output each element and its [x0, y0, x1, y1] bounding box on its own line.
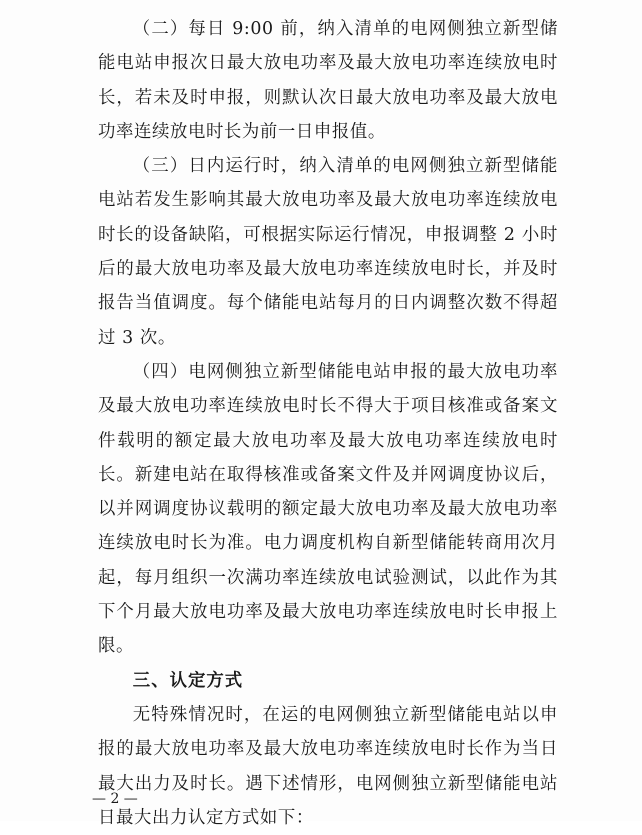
paragraph-item-2: （二）每日 9:00 前，纳入清单的电网侧独立新型储能电站申报次日最大放电功率及最大放电功率连续放电时长，若未及时申报，则默认次日最大放电功率及最大放电功率连续放电时长为前一日申报值。 — [98, 19, 558, 142]
closing-paragraph: 无特殊情况时，在运的电网侧独立新型储能电站以申报的最大放电功率及最大放电功率连续放电时长作为当日最大出力及时长。遇下述情形，电网侧独立新型储能电站日最大出力认定方式如下： — [98, 704, 558, 828]
document-body — [98, 12, 558, 835]
paragraph-item-3: （三）日内运行时，纳入清单的电网侧独立新型储能电站若发生影响其最大放电功率及最大放电功率连续放电时长的设备缺陷，可根据实际运行情况，申报调整 2 小时后的最大放电功率及最大放电功率连续放电时长，并及时报告当值调度。每个储能电站每月的日内调整次数不得超过 3 次。 — [98, 156, 558, 348]
page-number: — 2 — — [92, 791, 138, 807]
paragraph-item-4: （四）电网侧独立新型储能电站申报的最大放电功率及最大放电功率连续放电时长不得大于项目核准或备案文件载明的额定最大放电功率及最大放电功率连续放电时长。新建电站在取得核准或备案文件及并网调度协议后，以并网调度协议载明的额定最大放电功率及最大放电功率连续放电时长为准。电力调度机构自新型储能转商用次月起，每月组织一次满功率连续放电试验测试，以此作为其下个月最大放电功率及最大放电功率连续放电时长申报上限。 — [98, 361, 558, 657]
section-heading: 三、认定方式 — [132, 670, 244, 691]
